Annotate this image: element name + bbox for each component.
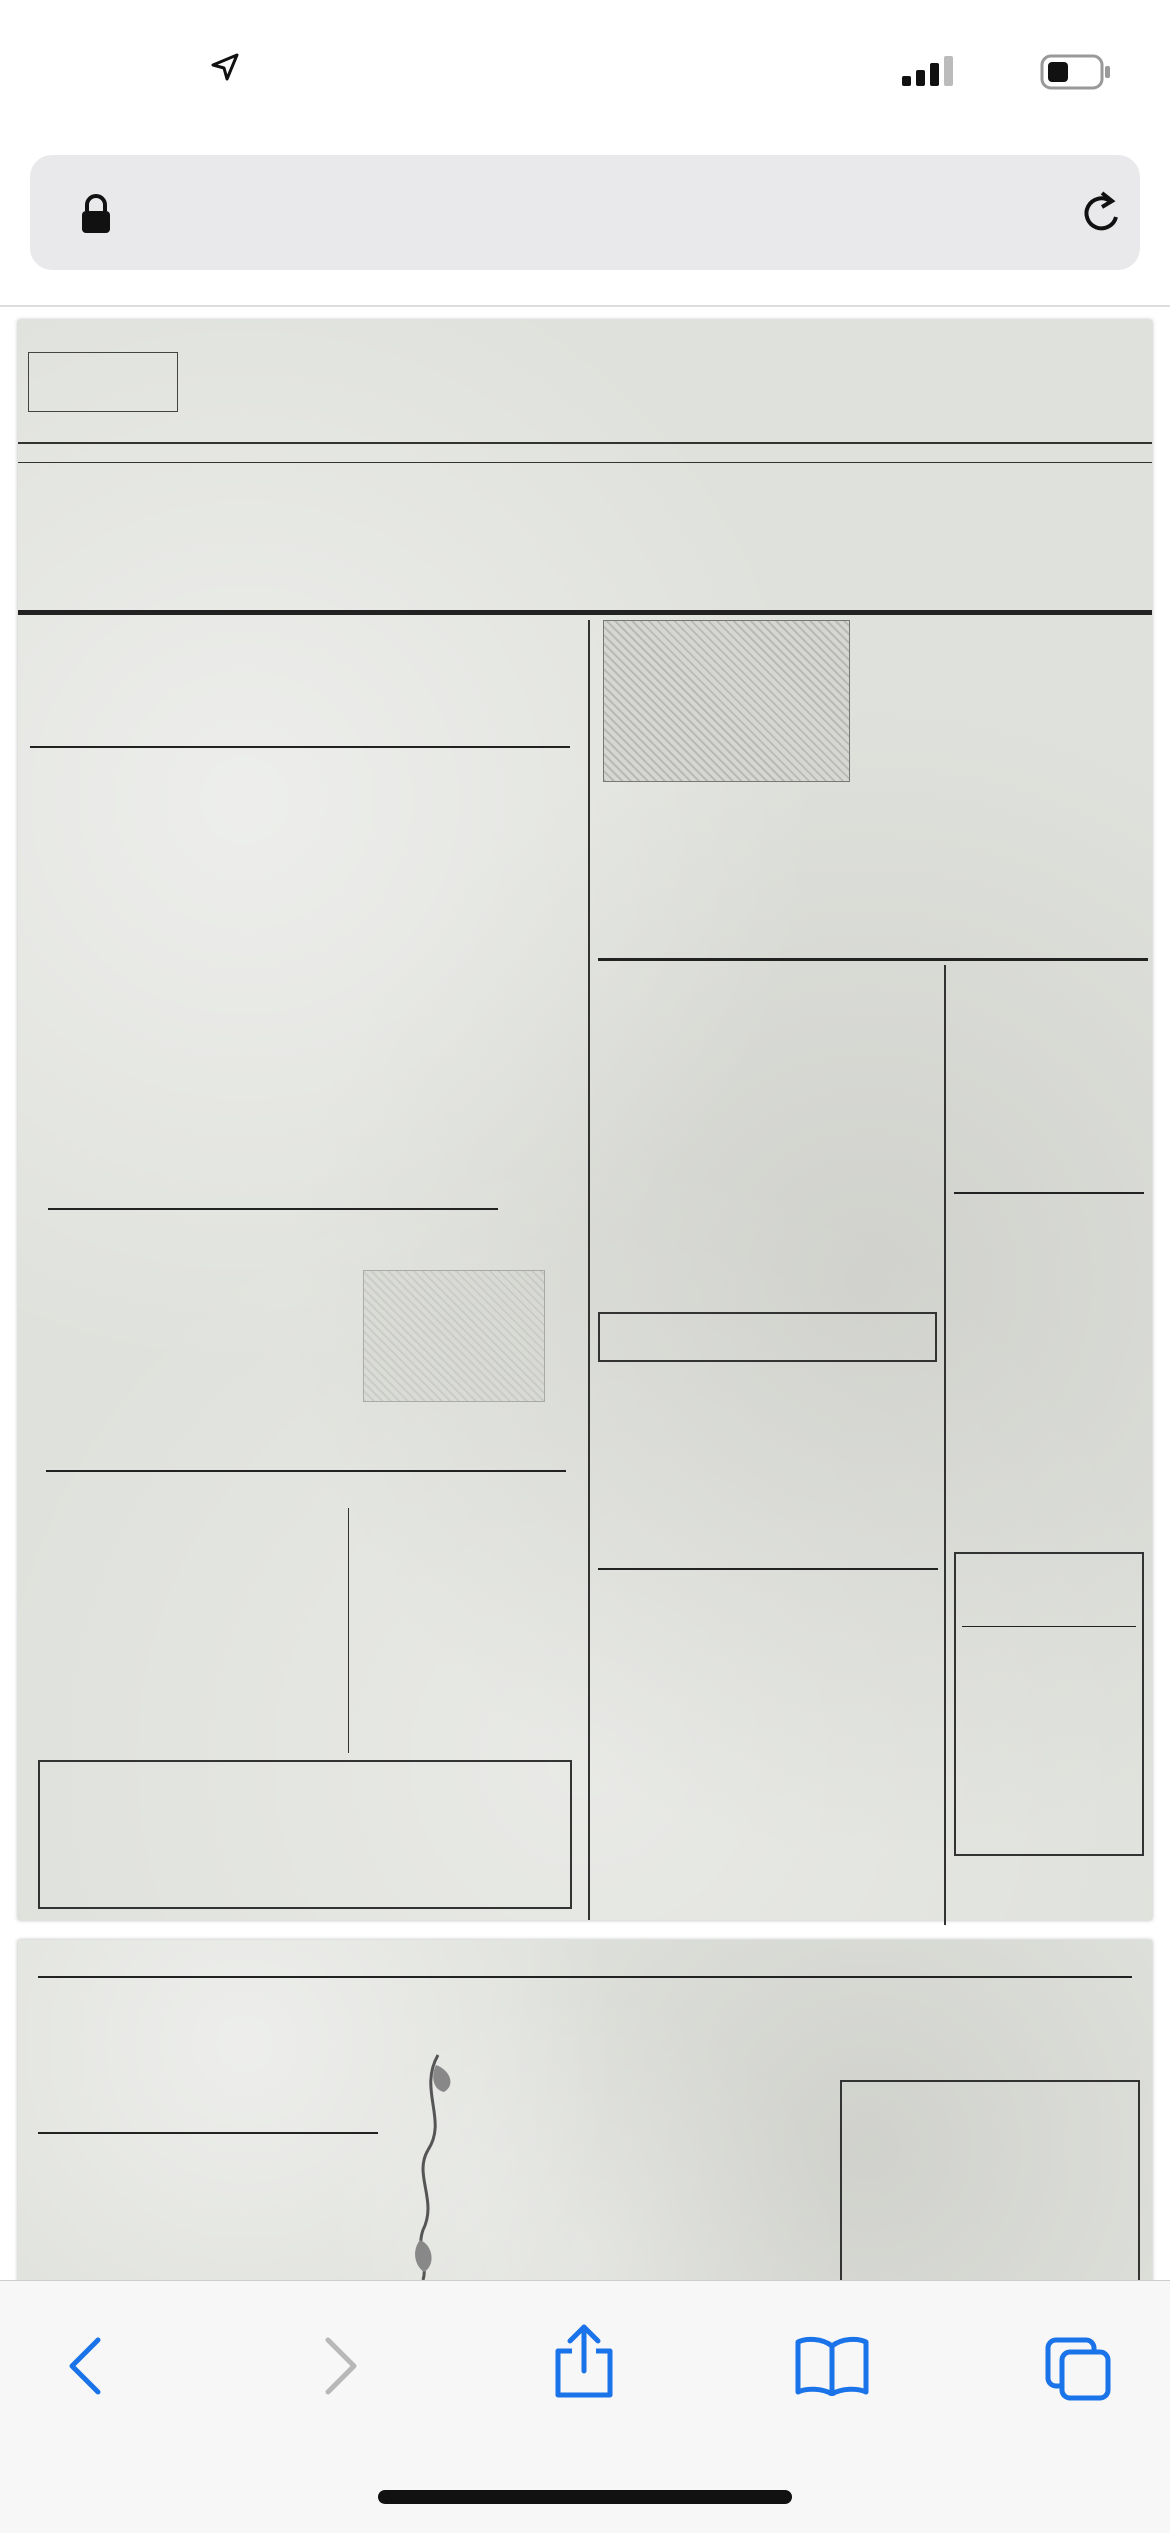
kids-rule bbox=[954, 1192, 1144, 1194]
fraiches-rule bbox=[38, 2132, 378, 2134]
tartines-rule bbox=[48, 1208, 498, 1210]
status-bar bbox=[0, 0, 1170, 140]
brunch-rule bbox=[962, 1626, 1136, 1627]
menu-page-2 bbox=[18, 1940, 1152, 2285]
back-icon[interactable] bbox=[66, 2336, 106, 2396]
signal-icon bbox=[902, 56, 962, 86]
entrees-rule bbox=[30, 746, 570, 748]
glaces-rule bbox=[598, 1568, 938, 1570]
battery-icon bbox=[1040, 54, 1112, 90]
toolbar-divider bbox=[0, 305, 1170, 307]
location-arrow-icon bbox=[210, 52, 240, 82]
tabs-icon[interactable] bbox=[1044, 2336, 1114, 2402]
saint-brandan-illustration bbox=[603, 620, 850, 782]
reload-icon[interactable] bbox=[1080, 189, 1124, 237]
cafes-box bbox=[840, 2080, 1140, 2285]
home-indicator bbox=[378, 2490, 792, 2504]
planches-box bbox=[38, 1760, 572, 1909]
masthead-quote bbox=[28, 352, 178, 412]
desserts-box bbox=[598, 1312, 937, 1362]
shannon-map bbox=[378, 2050, 488, 2280]
dateline bbox=[18, 442, 1152, 463]
lock-icon bbox=[80, 193, 112, 235]
forward-icon[interactable] bbox=[320, 2336, 360, 2396]
ptits-divider bbox=[348, 1508, 349, 1753]
share-icon[interactable] bbox=[552, 2323, 616, 2399]
kids-divider bbox=[944, 965, 946, 1925]
column-divider bbox=[588, 620, 590, 1920]
brunch-box bbox=[954, 1552, 1144, 1856]
plats-rule bbox=[598, 958, 1148, 961]
address-bar[interactable] bbox=[30, 155, 1140, 270]
menu-page-1 bbox=[18, 320, 1152, 1920]
bookmarks-icon[interactable] bbox=[794, 2336, 870, 2396]
sandwich-illustration bbox=[363, 1270, 545, 1402]
ptits-rule bbox=[46, 1470, 566, 1472]
headline-rule bbox=[18, 610, 1152, 615]
page2-header-rule bbox=[38, 1976, 1132, 1978]
